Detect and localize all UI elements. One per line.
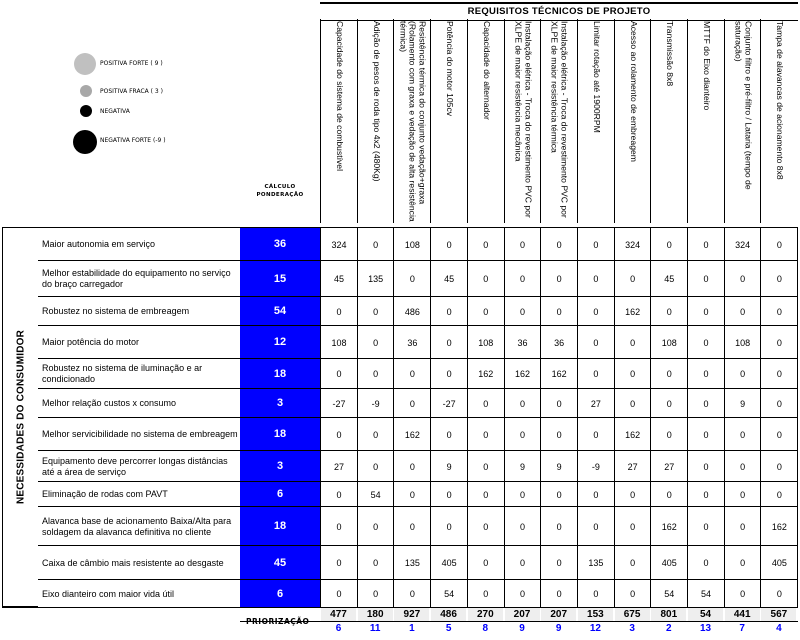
calc-weight-label: CÁLCULO PONDERAÇÃO: [256, 184, 304, 198]
matrix-cell: 0: [373, 429, 379, 440]
table-row: [38, 545, 798, 579]
matrix-cell: 162: [551, 369, 567, 379]
matrix-cell: 0: [740, 274, 746, 284]
need-weight: 3: [240, 451, 320, 481]
rank-value: 2: [666, 623, 672, 634]
matrix-cell: 9: [740, 398, 746, 409]
table-bottom-border: [2, 607, 798, 608]
matrix-cell: 0: [630, 337, 636, 348]
matrix-cell: 0: [483, 461, 489, 472]
small-light-circle-icon: [80, 85, 92, 97]
matrix-cell: 162: [625, 306, 641, 317]
matrix-cell: 0: [373, 558, 379, 568]
grid-line: [724, 227, 725, 607]
matrix-cell: 0: [776, 369, 782, 379]
matrix-cell: 0: [776, 461, 782, 472]
requirement-label: Acesso ao rolamento de embreagem: [628, 21, 639, 162]
matrix-cell: 0: [519, 558, 525, 568]
matrix-cell: 0: [409, 398, 415, 409]
need-weight: 18: [240, 507, 320, 545]
table-row: [38, 296, 798, 325]
matrix-cell: 0: [630, 274, 636, 284]
matrix-cell: 0: [373, 589, 379, 599]
matrix-cell: 0: [373, 521, 379, 532]
matrix-cell: 0: [483, 239, 489, 250]
matrix-cell: 27: [333, 461, 344, 472]
matrix-cell: 0: [703, 239, 709, 250]
matrix-cell: 405: [771, 558, 787, 568]
matrix-cell: 0: [593, 589, 599, 599]
table-row: [38, 388, 798, 417]
requirement-label: Conjunto filtro e pré-filtro / Lataria (tempo de saturação): [733, 21, 754, 190]
rank-value: 11: [369, 623, 381, 634]
matrix-cell: 0: [336, 306, 342, 317]
table-row: [38, 325, 798, 358]
matrix-cell: 0: [519, 306, 525, 317]
matrix-cell: 54: [370, 489, 381, 500]
total-value: 441: [725, 608, 760, 621]
need-label: Caixa de câmbio mais resistente ao desgaste: [42, 557, 224, 568]
grid-line: [357, 227, 358, 607]
rank-value: 13: [699, 623, 712, 634]
need-label: Robustez no sistema de iluminação e ar condicionado: [42, 363, 203, 384]
small-black-circle-icon: [80, 105, 92, 117]
matrix-cell: 162: [625, 429, 641, 440]
matrix-cell: 405: [441, 558, 457, 568]
total-value: 477: [321, 608, 356, 621]
matrix-cell: 27: [590, 398, 601, 409]
grid-line: [577, 227, 578, 607]
matrix-cell: 162: [514, 369, 531, 379]
matrix-cell: 0: [740, 369, 746, 379]
matrix-cell: 135: [368, 274, 384, 284]
requirement-label: Potência do motor 105cv: [444, 21, 455, 117]
need-weight: 15: [240, 261, 320, 296]
matrix-cell: 0: [409, 589, 415, 599]
matrix-cell: 0: [519, 489, 525, 500]
grid-line: [650, 227, 651, 607]
rank-value: 9: [555, 623, 562, 634]
requirement-header: [724, 19, 761, 223]
matrix-cell: 0: [630, 369, 636, 379]
matrix-cell: 0: [630, 521, 636, 532]
requirement-label: Adição de pesos de roda tipo 4x2 (480Kg): [371, 21, 382, 182]
matrix-cell: 162: [478, 369, 494, 379]
table-row: [38, 260, 798, 296]
matrix-cell: 54: [444, 589, 455, 599]
matrix-cell: 54: [664, 589, 675, 599]
matrix-cell: 0: [556, 489, 562, 500]
matrix-cell: 0: [740, 521, 746, 532]
matrix-cell: 0: [666, 239, 672, 250]
total-value: 486: [431, 608, 466, 621]
requirement-label: Capacidade do alternador: [481, 21, 492, 120]
matrix-cell: 0: [519, 239, 525, 250]
total-value: 180: [358, 608, 393, 621]
matrix-cell: 0: [630, 489, 636, 500]
matrix-cell: 0: [483, 589, 489, 599]
matrix-cell: 135: [404, 558, 420, 568]
matrix-cell: 27: [627, 461, 638, 472]
requirement-header: [504, 19, 541, 223]
table-row: [38, 358, 798, 388]
table-row: [38, 579, 798, 607]
matrix-cell: 0: [593, 429, 599, 440]
matrix-cell: 45: [444, 274, 455, 284]
matrix-cell: 162: [771, 521, 787, 532]
matrix-cell: 0: [703, 558, 709, 568]
matrix-cell: 0: [666, 306, 672, 317]
requirement-label: Limitar rotação até 1900RPM: [591, 21, 602, 133]
matrix-cell: 486: [404, 306, 420, 317]
matrix-cell: 135: [588, 558, 604, 568]
matrix-cell: 0: [409, 274, 415, 284]
matrix-cell: 9: [556, 461, 562, 472]
matrix-cell: 0: [593, 521, 599, 532]
need-label: Alavanca base de acionamento Baixa/Alta para soldagem da alavanca definitiva no cliente: [42, 515, 232, 537]
matrix-cell: 0: [409, 461, 415, 472]
matrix-cell: 108: [331, 337, 347, 348]
legend-label: NEGATIVA FORTE (-9 ): [100, 137, 166, 144]
need-weight: 36: [240, 228, 320, 260]
matrix-cell: 0: [776, 306, 782, 317]
matrix-cell: 0: [666, 489, 672, 500]
matrix-cell: 0: [556, 589, 562, 599]
requirement-header: [760, 19, 797, 223]
matrix-cell: 0: [703, 398, 709, 409]
matrix-cell: 0: [519, 589, 525, 599]
matrix-cell: 0: [446, 369, 452, 379]
need-label: Eliminação de rodas com PAVT: [42, 489, 168, 499]
rank-value: 3: [629, 623, 635, 634]
totals-divider: [240, 621, 798, 622]
matrix-cell: 0: [409, 369, 415, 379]
matrix-cell: 0: [703, 369, 709, 379]
matrix-cell: 0: [703, 429, 709, 440]
matrix-cell: 108: [404, 239, 420, 250]
matrix-cell: 0: [373, 461, 379, 472]
rank-value: 4: [776, 623, 782, 634]
matrix-cell: 0: [519, 398, 525, 409]
matrix-cell: 0: [776, 274, 782, 284]
matrix-cell: 0: [336, 369, 342, 379]
matrix-cell: 0: [776, 239, 782, 250]
matrix-cell: 0: [556, 274, 562, 284]
total-value: 270: [468, 608, 503, 621]
matrix-cell: 0: [703, 274, 709, 284]
matrix-cell: 0: [703, 306, 709, 317]
grid-line: [504, 227, 505, 607]
requirement-label: Capacidade do sistema de combustível: [334, 21, 345, 171]
matrix-cell: 108: [735, 337, 751, 348]
requirement-header: [650, 19, 687, 223]
grid-line: [614, 227, 615, 607]
matrix-cell: 0: [373, 239, 379, 250]
matrix-cell: 0: [630, 398, 636, 409]
matrix-cell: -27: [332, 398, 346, 409]
matrix-cell: 0: [703, 461, 709, 472]
matrix-cell: 0: [483, 398, 489, 409]
large-black-circle-icon: [73, 130, 97, 154]
matrix-cell: -9: [371, 398, 380, 409]
grid-line: [430, 227, 431, 607]
need-label: Melhor relação custos x consumo: [42, 398, 177, 408]
matrix-cell: -27: [442, 398, 456, 409]
matrix-cell: 0: [556, 306, 562, 317]
matrix-cell: 0: [776, 489, 782, 500]
table-row: [38, 227, 798, 260]
matrix-cell: 0: [519, 274, 525, 284]
rank-value: 9: [519, 623, 525, 634]
requirement-label: MTTF do Eixo dianteiro: [701, 21, 712, 111]
matrix-cell: 9: [519, 461, 525, 472]
rank-value: 8: [482, 623, 489, 634]
grid-line: [540, 227, 541, 607]
table-row: [38, 450, 798, 481]
matrix-cell: 0: [446, 429, 452, 440]
total-value: 927: [394, 608, 429, 621]
matrix-cell: 0: [409, 489, 415, 500]
matrix-cell: 0: [703, 489, 709, 500]
total-value: 153: [578, 608, 613, 621]
requirement-header: [467, 19, 504, 223]
need-weight: 3: [240, 389, 320, 417]
matrix-cell: 54: [700, 589, 711, 599]
matrix-cell: 0: [776, 398, 782, 409]
legend-label: POSITIVA FORTE ( 9 ): [100, 60, 163, 67]
matrix-cell: 108: [661, 337, 677, 348]
need-weight: 54: [240, 297, 320, 325]
need-label: Equipamento deve percorrer longas distâncias até a área de serviço: [42, 455, 228, 477]
matrix-cell: 0: [556, 429, 562, 440]
matrix-cell: 0: [446, 489, 452, 500]
matrix-cell: 324: [735, 239, 751, 250]
legend-label: POSITIVA FRACA ( 3 ): [100, 88, 163, 95]
matrix-cell: 36: [517, 337, 528, 348]
matrix-cell: 0: [483, 429, 489, 440]
rank-value: 7: [739, 623, 745, 634]
matrix-cell: 45: [333, 274, 344, 284]
matrix-cell: 324: [331, 239, 347, 250]
need-label: Robustez no sistema de embreagem: [42, 306, 190, 316]
table-row: [38, 506, 798, 545]
need-label: Maior autonomia em serviço: [42, 239, 156, 249]
requirement-label: Resistência térmica do conjunto vedação+graxa (Rolamento com graxa e vedação de alta resistência térmica): [398, 21, 428, 222]
need-weight: 6: [240, 482, 320, 506]
grid-line: [320, 227, 321, 607]
rank-value: 12: [589, 623, 601, 634]
total-value: 207: [505, 608, 540, 621]
need-label: Eixo dianteiro com maior vida útil: [42, 588, 175, 599]
needs-side-text: NECESSIDADES DO CONSUMIDOR: [15, 329, 26, 505]
matrix-cell: 0: [519, 521, 525, 532]
matrix-cell: 0: [336, 558, 342, 568]
matrix-cell: 0: [666, 398, 672, 409]
requirement-label: Instalação elétrica - Troca do revestimento PVC por XLPE de maior resistência mecânica: [513, 21, 533, 218]
matrix-cell: 0: [483, 521, 489, 532]
matrix-cell: 0: [446, 521, 452, 532]
matrix-cell: 0: [666, 429, 672, 440]
matrix-cell: 9: [446, 461, 452, 472]
matrix-cell: 324: [625, 239, 641, 250]
matrix-cell: 0: [740, 489, 746, 500]
legend-label: NEGATIVA: [100, 108, 130, 115]
matrix-cell: 0: [446, 306, 452, 317]
requirement-header: [320, 19, 357, 223]
matrix-cell: 0: [593, 306, 599, 317]
matrix-cell: 0: [336, 589, 342, 599]
matrix-cell: 0: [776, 337, 782, 348]
requirement-header: [393, 19, 430, 223]
table-row: [38, 481, 798, 506]
requirement-header: [430, 19, 467, 223]
matrix-cell: 0: [593, 489, 599, 500]
matrix-cell: 0: [630, 589, 636, 599]
total-value: 207: [541, 608, 576, 621]
requirement-label: Instalação elétrica - Troca do revestimento PVC por XLPE de maior resistência térmica: [550, 21, 570, 218]
matrix-cell: 36: [407, 337, 418, 348]
requirement-header: [687, 19, 724, 223]
requirement-header: [614, 19, 651, 223]
need-label: Melhor servicibilidade no sistema de embreagem: [42, 429, 238, 439]
matrix-cell: 0: [483, 274, 489, 284]
matrix-cell: 0: [776, 429, 782, 440]
matrix-cell: 0: [483, 489, 489, 500]
matrix-cell: 0: [593, 274, 599, 284]
need-weight: 18: [240, 359, 320, 388]
need-weight: 18: [240, 418, 320, 450]
needs-side-label: [2, 227, 38, 607]
matrix-cell: 0: [556, 398, 562, 409]
matrix-cell: 0: [556, 239, 562, 250]
matrix-cell: 0: [740, 429, 746, 440]
matrix-cell: 0: [593, 239, 599, 250]
grid-line: [467, 227, 468, 607]
requirement-header: [540, 19, 577, 223]
matrix-cell: 0: [593, 337, 599, 348]
grid-line: [687, 227, 688, 607]
total-value: 54: [688, 608, 723, 621]
matrix-cell: 0: [593, 369, 599, 379]
matrix-cell: 0: [556, 521, 562, 532]
matrix-cell: 0: [703, 337, 709, 348]
need-weight: 45: [240, 546, 320, 579]
matrix-cell: 0: [483, 306, 489, 317]
matrix-cell: 0: [776, 589, 782, 599]
matrix-cell: 45: [664, 274, 675, 284]
matrix-cell: 108: [478, 337, 494, 348]
matrix-cell: 0: [373, 306, 379, 317]
total-value: 567: [761, 608, 796, 621]
rank-value: 6: [335, 623, 342, 634]
matrix-cell: 0: [336, 429, 342, 440]
total-value: 675: [615, 608, 650, 621]
grid-line: [760, 227, 761, 607]
requirement-label: Tampa de alavancas de acionamento 8x8: [775, 21, 786, 180]
matrix-cell: 0: [336, 489, 342, 500]
matrix-cell: 405: [661, 558, 677, 568]
matrix-cell: 36: [554, 337, 565, 348]
matrix-cell: 0: [519, 429, 525, 440]
matrix-cell: 0: [630, 558, 636, 568]
grid-line: [797, 227, 798, 607]
matrix-cell: 27: [664, 461, 675, 472]
matrix-cell: 162: [661, 521, 677, 532]
total-value: 801: [651, 608, 686, 621]
large-light-circle-icon: [74, 53, 96, 75]
matrix-cell: 0: [666, 369, 672, 379]
matrix-cell: 0: [740, 558, 746, 568]
matrix-cell: 0: [483, 558, 489, 568]
matrix-cell: 0: [336, 521, 342, 532]
matrix-cell: 0: [740, 306, 746, 317]
matrix-cell: 0: [446, 337, 452, 348]
matrix-cell: 0: [556, 558, 562, 568]
requirement-label: Transmissão 8x8: [665, 21, 676, 87]
matrix-cell: 0: [373, 337, 379, 348]
requirement-header: [357, 19, 394, 223]
matrix-cell: -9: [591, 461, 600, 472]
grid-line: [393, 227, 394, 607]
matrix-cell: 0: [740, 589, 746, 599]
matrix-cell: 0: [446, 239, 452, 250]
matrix-cell: 0: [373, 369, 379, 379]
matrix-cell: 0: [703, 521, 709, 532]
need-label: Maior potência do motor: [42, 337, 140, 347]
rank-value: 1: [409, 623, 415, 634]
matrix-cell: 0: [409, 521, 415, 532]
table-row: [38, 417, 798, 450]
need-weight: 12: [240, 326, 320, 358]
matrix-cell: 162: [404, 429, 420, 440]
rank-value: 5: [445, 623, 452, 634]
need-label: Melhor estabilidade do equipamento no serviço do braço carregador: [42, 268, 231, 289]
requirements-title: REQUISITOS TÉCNICOS DE PROJETO: [320, 2, 798, 21]
matrix-cell: 0: [740, 461, 746, 472]
requirement-header: [577, 19, 614, 223]
need-weight: 6: [240, 580, 320, 607]
